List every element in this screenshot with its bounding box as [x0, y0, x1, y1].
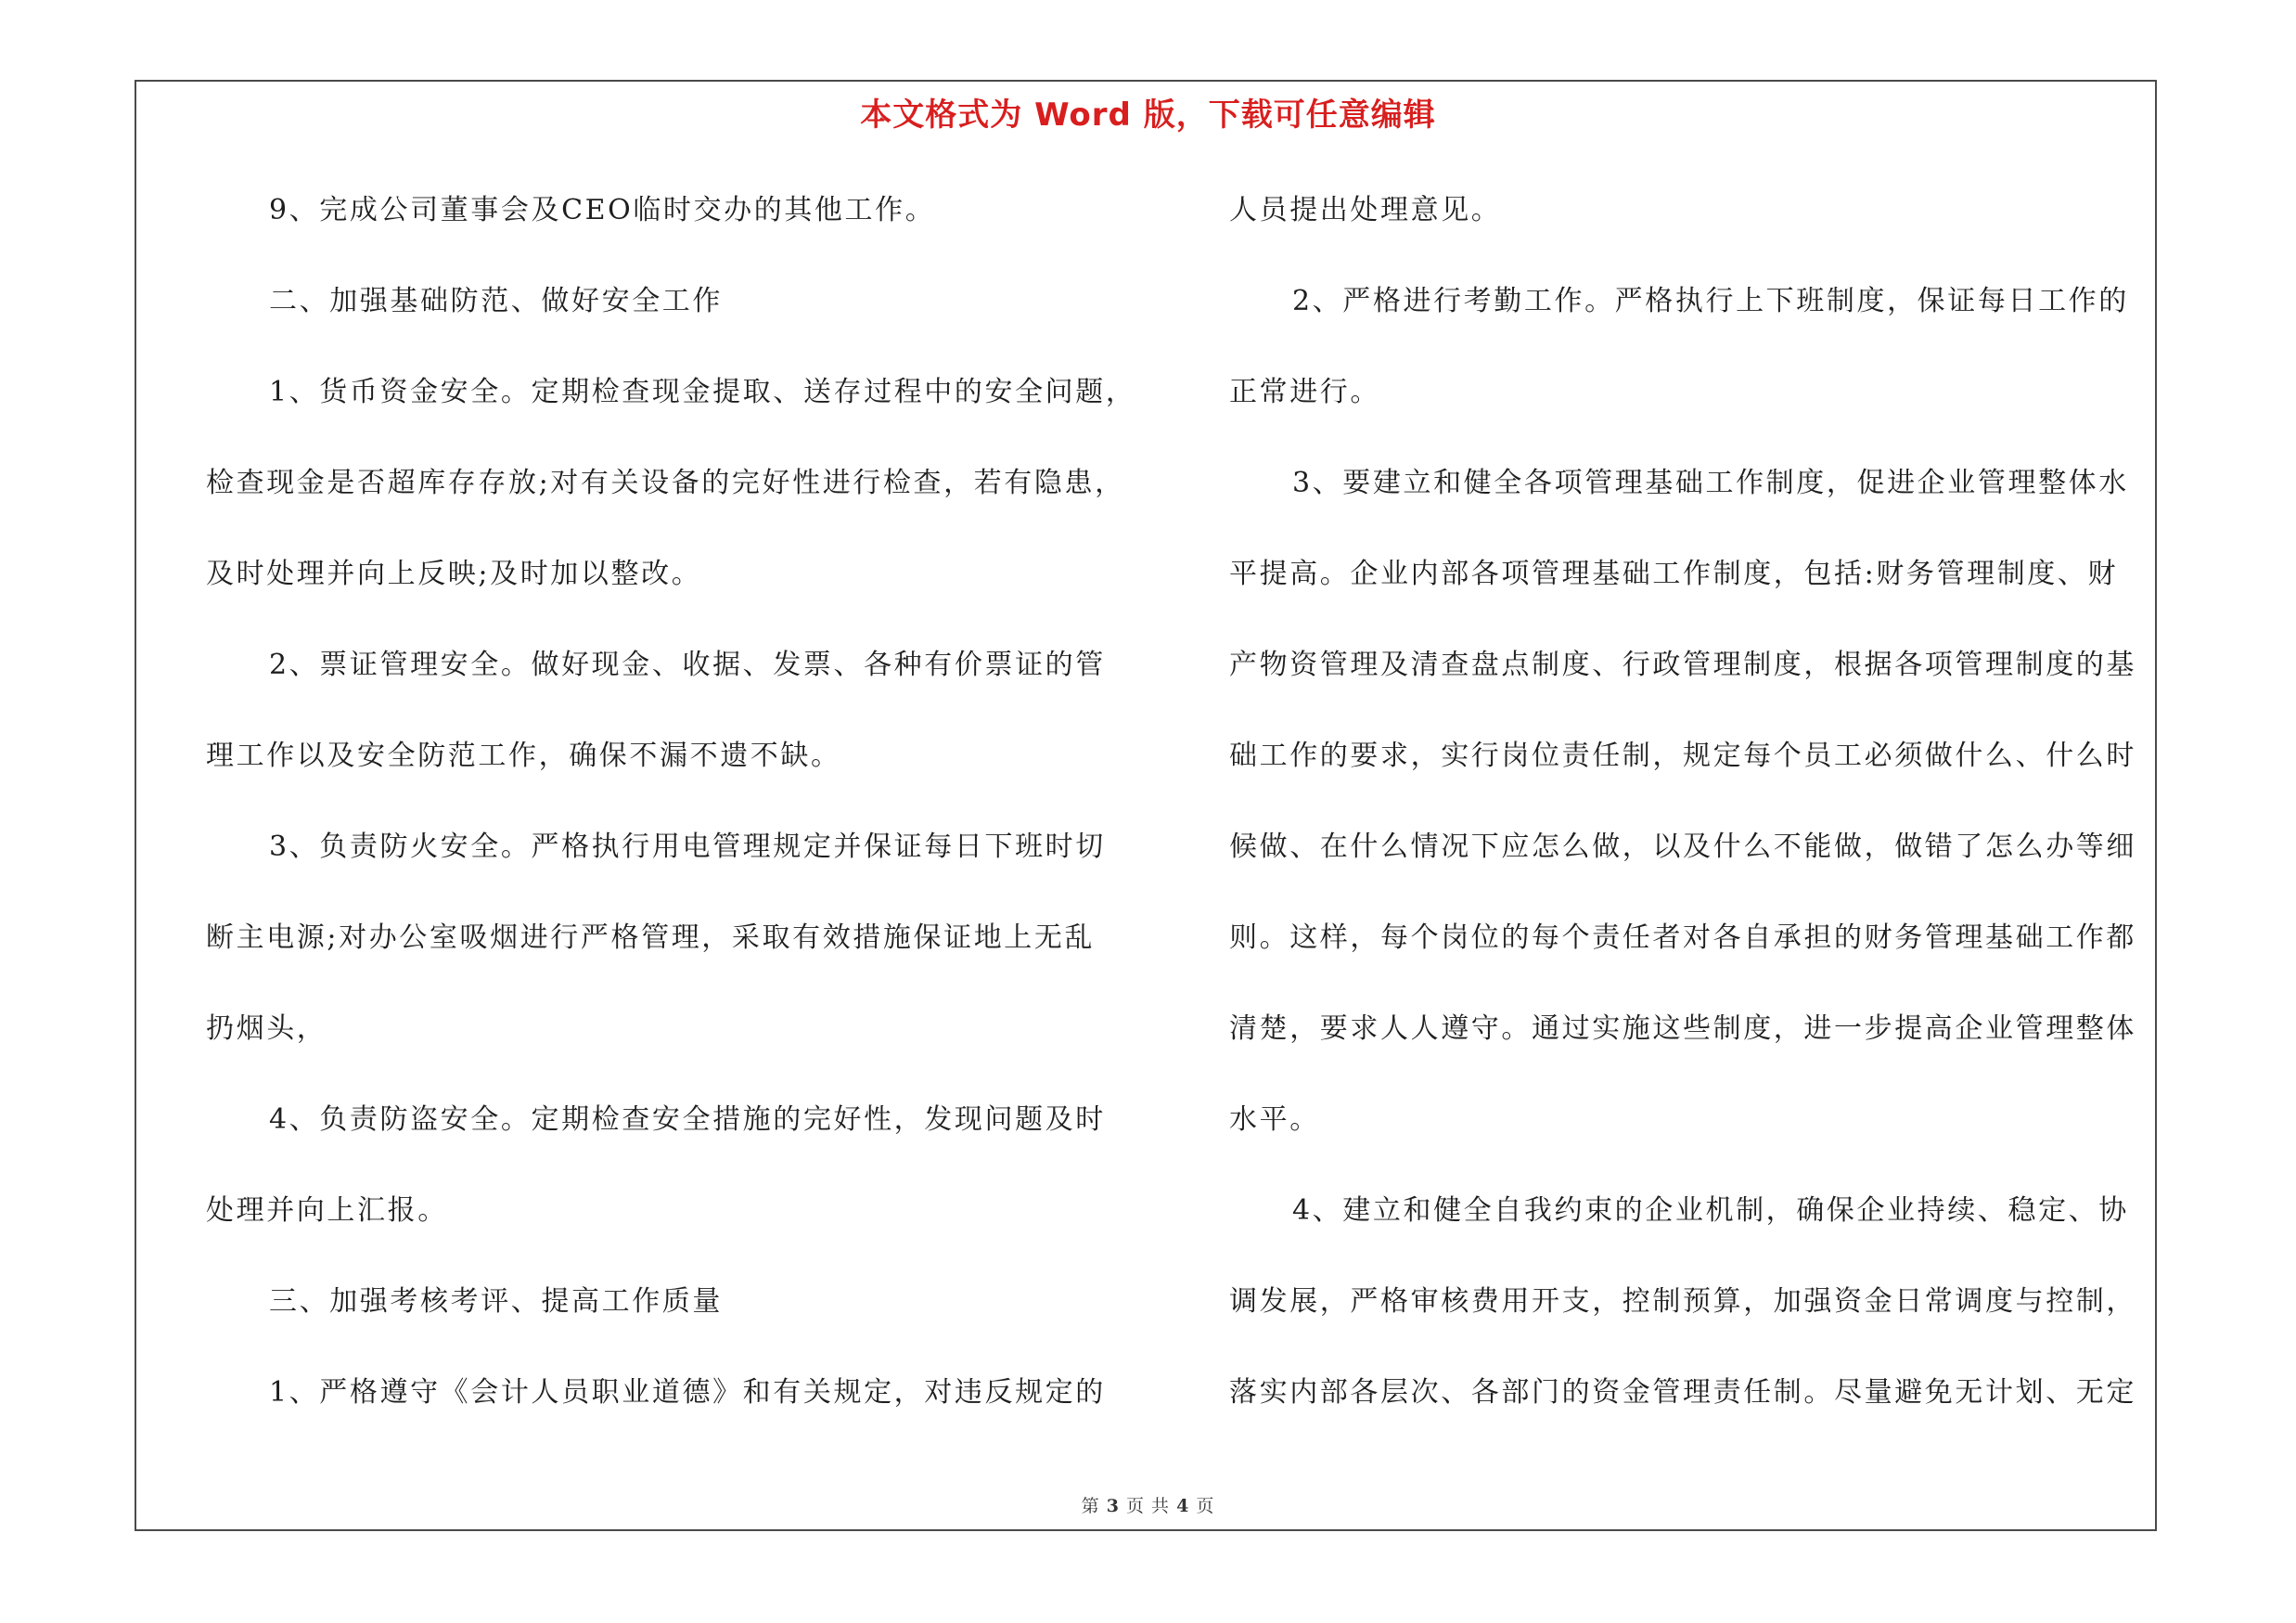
text-line: 则。这样，每个岗位的每个责任者对各自承担的财务管理基础工作都 [1229, 921, 2136, 954]
text-line: 4、建立和健全自我约束的企业机制，确保企业持续、稳定、协 [1292, 1194, 2129, 1227]
word-format-banner: 本文格式为 Word 版，下载可任意编辑 [860, 97, 1436, 134]
text-line: 2、严格进行考勤工作。严格执行上下班制度，保证每日工作的 [1292, 285, 2129, 317]
footer-suffix: 页 [1196, 1496, 1215, 1516]
text-line: 4、负责防盗安全。定期检查安全措施的完好性，发现问题及时 [269, 1103, 1106, 1136]
footer-middle: 页 共 [1125, 1496, 1171, 1516]
text-line: 1、严格遵守《会计人员职业道德》和有关规定，对违反规定的 [269, 1376, 1106, 1409]
text-line: 断主电源;对办公室吸烟进行严格管理，采取有效措施保证地上无乱 [206, 921, 1096, 954]
text-line: 检查现金是否超库存存放;对有关设备的完好性进行检查，若有隐患， [206, 467, 1125, 499]
page-footer [0, 1492, 2296, 1517]
text-line: 二、加强基础防范、做好安全工作 [269, 285, 723, 317]
text-line: 平提高。企业内部各项管理基础工作制度，包括:财务管理制度、财 [1229, 558, 2119, 590]
text-line: 础工作的要求，实行岗位责任制，规定每个员工必须做什么、什么时 [1229, 740, 2136, 772]
text-line: 1、货币资金安全。定期检查现金提取、送存过程中的安全问题， [269, 376, 1136, 408]
text-line: 清楚，要求人人遵守。通过实施这些制度，进一步提高企业管理整体 [1229, 1012, 2136, 1045]
footer-prefix: 第 [1081, 1496, 1100, 1516]
text-line: 处理并向上汇报。 [206, 1194, 448, 1227]
text-line: 候做、在什么情况下应怎么做，以及什么不能做，做错了怎么办等细 [1229, 831, 2136, 863]
text-line: 3、负责防火安全。严格执行用电管理规定并保证每日下班时切 [269, 831, 1106, 863]
text-line: 水平。 [1229, 1103, 1320, 1136]
text-line: 正常进行。 [1229, 376, 1380, 408]
text-line: 调发展，严格审核费用开支，控制预算，加强资金日常调度与控制， [1229, 1285, 2136, 1318]
total-page-count: 4 [1176, 1496, 1190, 1516]
text-line: 9、完成公司董事会及CEO临时交办的其他工作。 [269, 194, 936, 226]
text-line: 人员提出处理意见。 [1229, 194, 1502, 226]
text-line: 扔烟头， [206, 1012, 327, 1045]
text-line: 理工作以及安全防范工作，确保不漏不遗不缺。 [206, 740, 841, 772]
text-line: 3、要建立和健全各项管理基础工作制度，促进企业管理整体水 [1292, 467, 2129, 499]
text-line: 及时处理并向上反映;及时加以整改。 [206, 558, 702, 590]
right-column [1229, 185, 2166, 1458]
text-line: 落实内部各层次、各部门的资金管理责任制。尽量避免无计划、无定 [1229, 1376, 2136, 1409]
text-line: 2、票证管理安全。做好现金、收据、发票、各种有价票证的管 [269, 649, 1106, 681]
text-line: 产物资管理及清查盘点制度、行政管理制度，根据各项管理制度的基 [1229, 649, 2136, 681]
left-column [206, 185, 1152, 1458]
current-page-number: 3 [1106, 1496, 1120, 1516]
text-line: 三、加强考核考评、提高工作质量 [269, 1285, 723, 1318]
